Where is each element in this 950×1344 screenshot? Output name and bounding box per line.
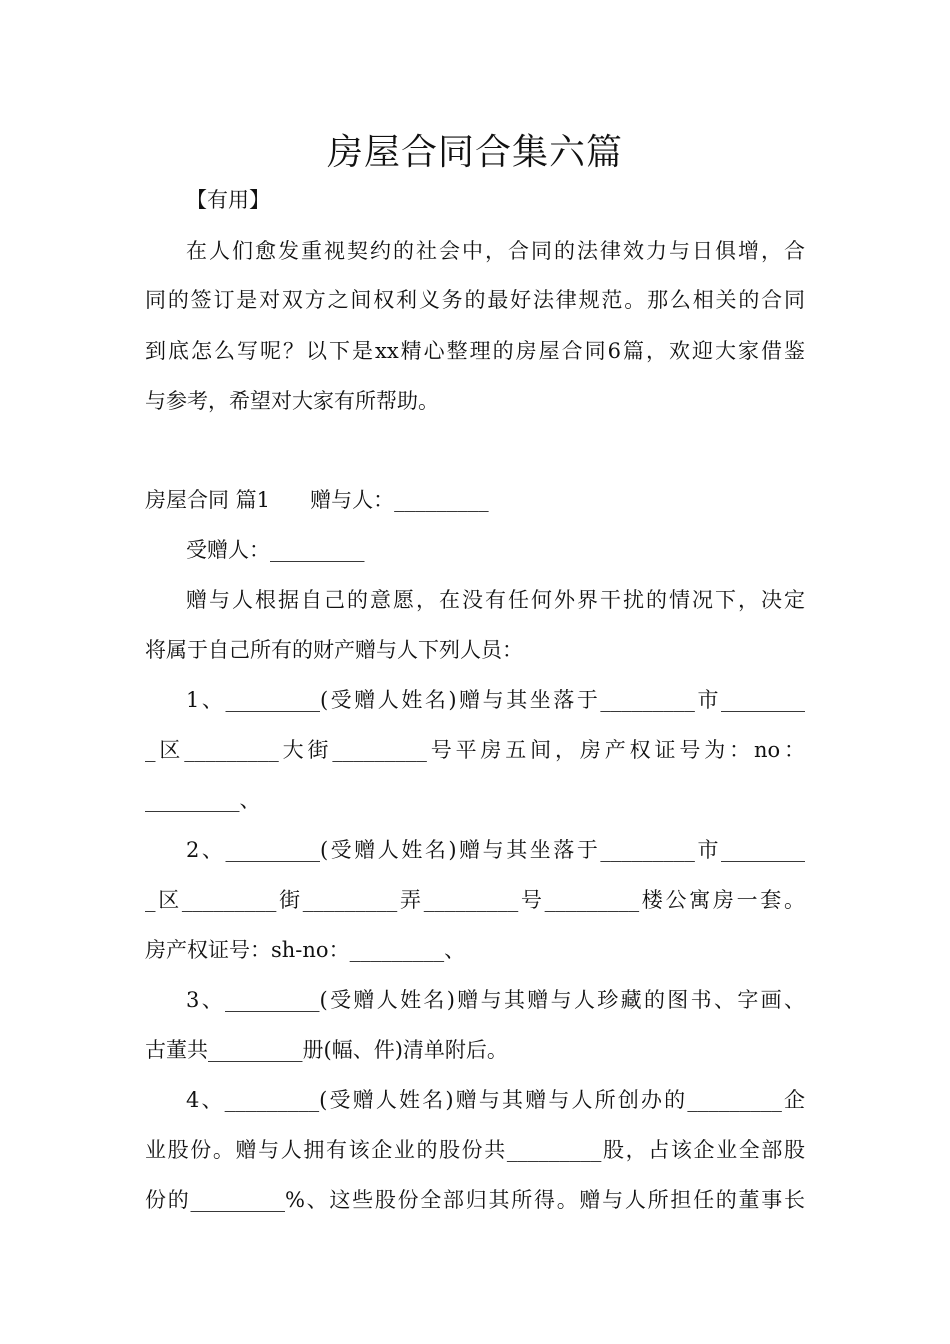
body-line: 将属于自己所有的财产赠与人下列人员： [145,638,523,662]
intro-line: 与参考，希望对大家有所帮助。 [145,389,439,413]
body-line: 赠与人根据自己的意愿，在没有任何外界干扰的情况下，决定 [186,588,805,612]
intro-line: 到底怎么写呢？以下是xx精心整理的房屋合同6篇，欢迎大家借鉴 [145,339,805,363]
body-line: 1、_________(受赠人姓名)赠与其坐落于_________市________ [186,688,805,712]
intro-line: 同的签订是对双方之间权利义务的最好法律规范。那么相关的合同 [145,288,805,312]
body-line: 4、_________(受赠人姓名)赠与其赠与人所创办的_________企 [186,1088,805,1112]
body-line: _区_________大街_________号平房五间，房产权证号为：no： [145,738,805,762]
section-heading: 房屋合同 篇1 赠与人：_________ [145,488,489,512]
body-line: 古董共_________册(幅、件)清单附后。 [145,1038,508,1062]
recipient-line: 受赠人：_________ [186,538,365,562]
body-line: 2、_________(受赠人姓名)赠与其坐落于_________市________ [186,838,805,862]
intro-line: 在人们愈发重视契约的社会中，合同的法律效力与日俱增，合 [186,239,805,263]
body-line: 份的_________%、这些股份全部归其所得。赠与人所担任的董事长 [145,1188,805,1212]
body-line: 3、_________(受赠人姓名)赠与其赠与人珍藏的图书、字画、 [186,988,805,1012]
document-tag: 【有用】 [186,188,270,212]
document-title: 房屋合同合集六篇 [326,132,623,173]
body-line: _区_________街_________弄_________号_________楼公寓房一套。 [145,888,805,912]
body-line: _________、 [145,788,261,812]
body-line: 房产权证号：sh-no：_________、 [145,938,466,962]
body-line: 业股份。赠与人拥有该企业的股份共_________股，占该企业全部股 [145,1138,805,1162]
